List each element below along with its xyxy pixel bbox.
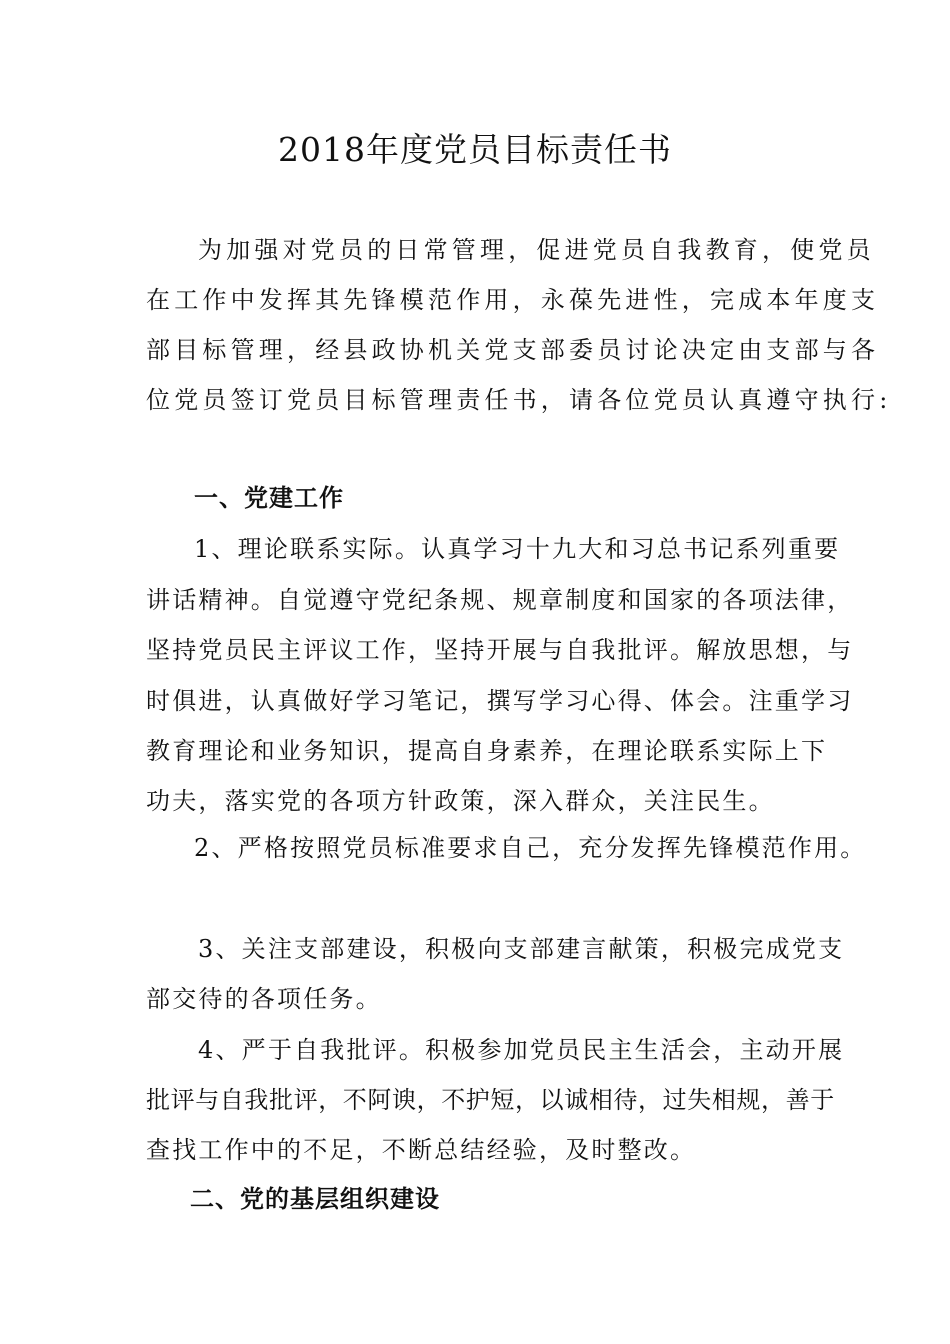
section-heading-grassroots-organization: 二、党的基层组织建设 xyxy=(190,1185,440,1213)
intro-line-1: 为加强对党员的日常管理，促进党员自我教育，使党员 xyxy=(198,236,875,264)
section-heading-party-building: 一、党建工作 xyxy=(194,484,344,512)
item-2-line-1: 2、严格按照党员标准要求自己，充分发挥先锋模范作用。 xyxy=(194,834,867,862)
item-1-line-1: 1、理论联系实际。认真学习十九大和习总书记系列重要 xyxy=(194,535,841,563)
item-1-line-6: 功夫，落实党的各项方针政策，深入群众，关注民生。 xyxy=(146,787,775,815)
item-1-line-4: 时俱进，认真做好学习笔记，撰写学习心得、体会。注重学习 xyxy=(146,687,854,715)
item-4-line-1: 4、严于自我批评。积极参加党员民主生活会，主动开展 xyxy=(198,1036,845,1064)
document-title: 2018年度党员目标责任书 xyxy=(278,130,672,169)
intro-line-2: 在工作中发挥其先锋模范作用，永葆先进性，完成本年度支 xyxy=(146,286,880,314)
item-4-line-2: 批评与自我批评，不阿谀，不护短，以诚相待，过失相规，善于 xyxy=(146,1086,835,1114)
item-4-line-3: 查找工作中的不足，不断总结经验，及时整改。 xyxy=(146,1136,697,1164)
item-1-line-5: 教育理论和业务知识，提高自身素养，在理论联系实际上下 xyxy=(146,737,828,765)
item-3-line-2: 部交待的各项任务。 xyxy=(146,985,382,1013)
intro-line-4: 位党员签订党员目标管理责任书，请各位党员认真遵守执行: xyxy=(146,386,892,414)
intro-line-3: 部目标管理，经县政协机关党支部委员讨论决定由支部与各 xyxy=(146,336,880,364)
item-1-line-3: 坚持党员民主评议工作，坚持开展与自我批评。解放思想，与 xyxy=(146,636,854,664)
item-1-line-2: 讲话精神。自觉遵守党纪条规、规章制度和国家的各项法律， xyxy=(146,586,854,614)
item-3-line-1: 3、关注支部建设，积极向支部建言献策，积极完成党支 xyxy=(198,935,845,963)
